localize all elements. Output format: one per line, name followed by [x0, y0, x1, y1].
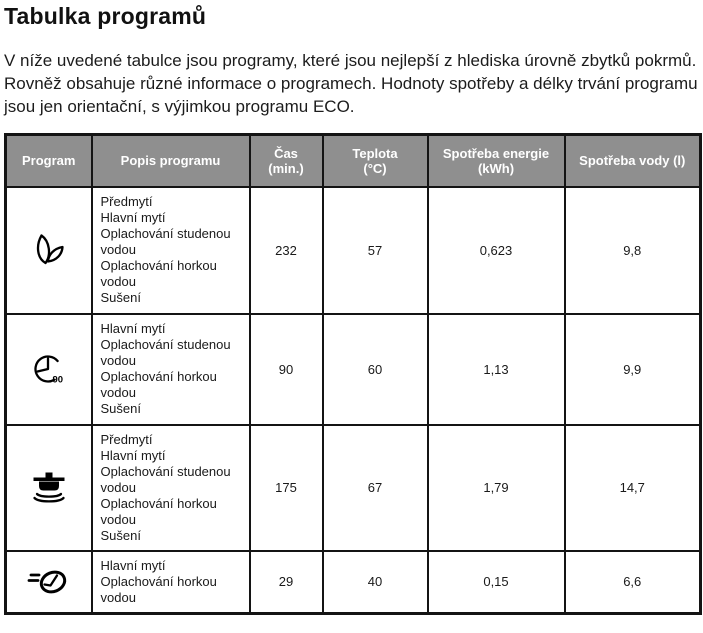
- header-energy: Spotřeba energie (kWh): [428, 135, 565, 187]
- water-value: 14,7: [565, 425, 701, 551]
- intensive-pot-icon: [29, 468, 69, 508]
- water-value: 6,6: [565, 551, 701, 614]
- eco-leaf-icon: [29, 229, 69, 271]
- program-phases: Předmytí Hlavní mytí Oplachování studenou vodou Oplachování horkou vodou Sušení: [92, 425, 250, 551]
- water-value: 9,9: [565, 314, 701, 425]
- header-water: Spotřeba vody (l): [565, 135, 701, 187]
- time-value: 90: [250, 314, 323, 425]
- energy-value: 0,623: [428, 187, 565, 314]
- svg-text:90: 90: [52, 374, 63, 386]
- header-program: Program: [6, 135, 92, 187]
- table-row-express: [6, 551, 701, 614]
- table-row-90min: [6, 314, 701, 425]
- program-table: [4, 133, 702, 615]
- intro-paragraph: V níže uvedené tabulce jsou programy, které jsou nejlepší z hlediska úrovně zbytků pokrmů. Rovněž obsahuje různé informace o programech. Hodnoty spotřeby a délky trvání programu jsou jen orientační, s výjimkou programu ECO.: [4, 51, 698, 116]
- temperature-value: 60: [323, 314, 428, 425]
- water-value: 9,8: [565, 187, 701, 314]
- header-temperature: Teplota (°C): [323, 135, 428, 187]
- temperature-value: 40: [323, 551, 428, 614]
- time-value: 175: [250, 425, 323, 551]
- temperature-value: 67: [323, 425, 428, 551]
- table-row-eco: [6, 187, 701, 314]
- express-clock-icon: [27, 565, 71, 599]
- clock-90-icon: [29, 349, 69, 389]
- header-description: Popis programu: [92, 135, 250, 187]
- energy-value: 0,15: [428, 551, 565, 614]
- energy-value: 1,79: [428, 425, 565, 551]
- program-icon-cell: [6, 314, 92, 425]
- table-header-row: [6, 135, 701, 187]
- program-phases: Hlavní mytí Oplachování studenou vodou Oplachování horkou vodou Sušení: [92, 314, 250, 425]
- program-phases: Předmytí Hlavní mytí Oplachování studenou vodou Oplachování horkou vodou Sušení: [92, 187, 250, 314]
- table-row-intensive: [6, 425, 701, 551]
- temperature-value: 57: [323, 187, 428, 314]
- program-icon-cell: [6, 425, 92, 551]
- program-icon-cell: [6, 187, 92, 314]
- time-value: 29: [250, 551, 323, 614]
- time-value: 232: [250, 187, 323, 314]
- energy-value: 1,13: [428, 314, 565, 425]
- page-title: Tabulka programů: [4, 3, 207, 29]
- program-phases: Hlavní mytí Oplachování horkou vodou: [92, 551, 250, 614]
- program-icon-cell: [6, 551, 92, 614]
- header-time: Čas (min.): [250, 135, 323, 187]
